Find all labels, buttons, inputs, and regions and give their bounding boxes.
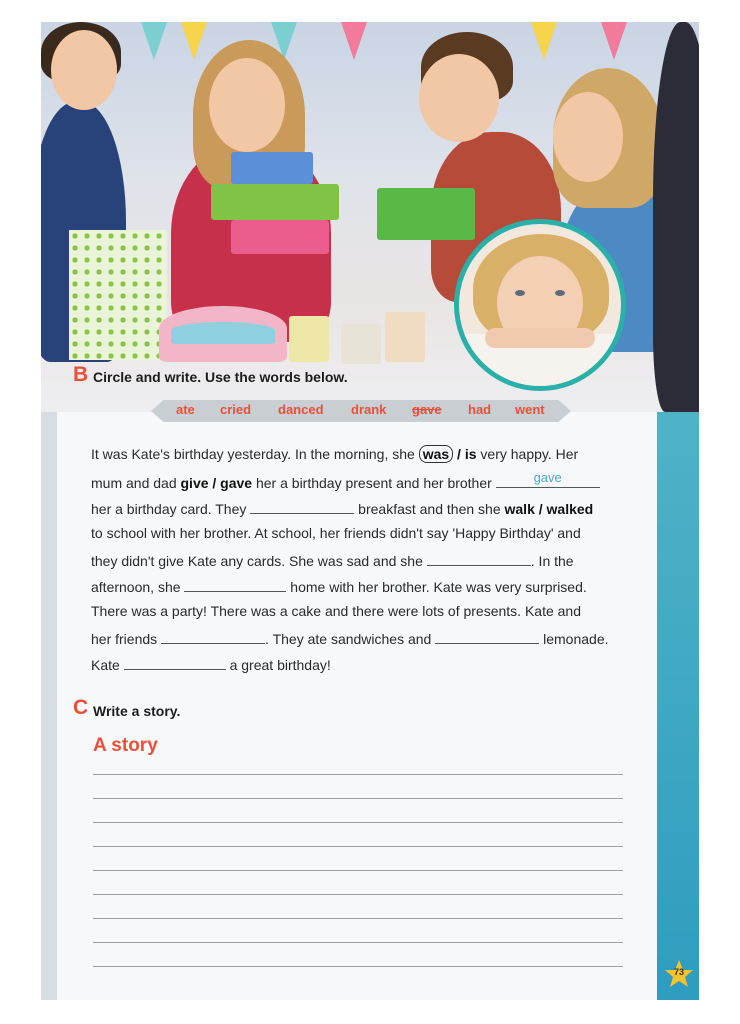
text-line-1: It was Kate's birthday yesterday. In the morning, she was / is very happy. Her [91,446,579,462]
text-line-5: they didn't give Kate any cards. She was sad and she . In the [91,553,574,569]
right-teal-band [657,412,699,1000]
answer-blank[interactable] [184,577,286,592]
word-bank-word: had [468,402,492,417]
answer-blank[interactable] [124,655,226,670]
writing-line[interactable] [93,942,623,943]
left-margin-strip [41,412,57,1000]
answer-blank[interactable] [161,629,265,644]
text-line-9: Kate a great birthday! [91,657,331,673]
story-title: A story [93,735,158,756]
section-b-instruction: Circle and write. Use the words below. [93,369,348,385]
page-number: 73 [673,967,684,977]
writing-line[interactable] [93,870,623,871]
answer-blank[interactable] [250,499,354,514]
workbook-page [41,22,699,1000]
answer-blank[interactable] [427,551,531,566]
word-bank-word: cried [220,402,252,417]
writing-line[interactable] [93,966,623,967]
answer-blank[interactable] [435,629,539,644]
text-line-2: mum and dad give / gave her a birthday present and her brother gave [91,473,600,491]
word-bank-word: danced [278,402,324,417]
section-c-letter: C [73,696,89,719]
word-bank-word: went [515,402,545,417]
writing-line[interactable] [93,846,623,847]
writing-line[interactable] [93,894,623,895]
word-bank-word-crossed: gave [412,402,442,417]
word-bank-word: ate [176,402,195,417]
filled-answer: gave [533,470,562,485]
word-bank-word: drank [351,402,387,417]
section-c-instruction: Write a story. [93,703,181,719]
section-b-letter: B [73,363,89,386]
text-line-8: her friends . They ate sandwiches and lemonade. [91,631,609,647]
party-photo [41,22,699,412]
text-line-7: There was a party! There was a cake and there were lots of presents. Kate and [91,603,582,619]
circled-answer: was [419,445,453,463]
writing-line[interactable] [93,774,623,775]
answer-blank[interactable] [496,470,600,488]
writing-line[interactable] [93,918,623,919]
writing-line[interactable] [93,822,623,823]
text-line-4: to school with her brother. At school, her friends didn't say 'Happy Birthday' and [91,525,581,541]
text-line-6: afternoon, she home with her brother. Kate was very surprised. [91,579,587,595]
writing-line[interactable] [93,798,623,799]
choice-options: give / gave [180,475,253,491]
choice-options: walk / walked [504,501,594,517]
text-line-3: her a birthday card. They breakfast and then she walk / walked [91,501,594,517]
inset-sad-girl [454,219,626,391]
